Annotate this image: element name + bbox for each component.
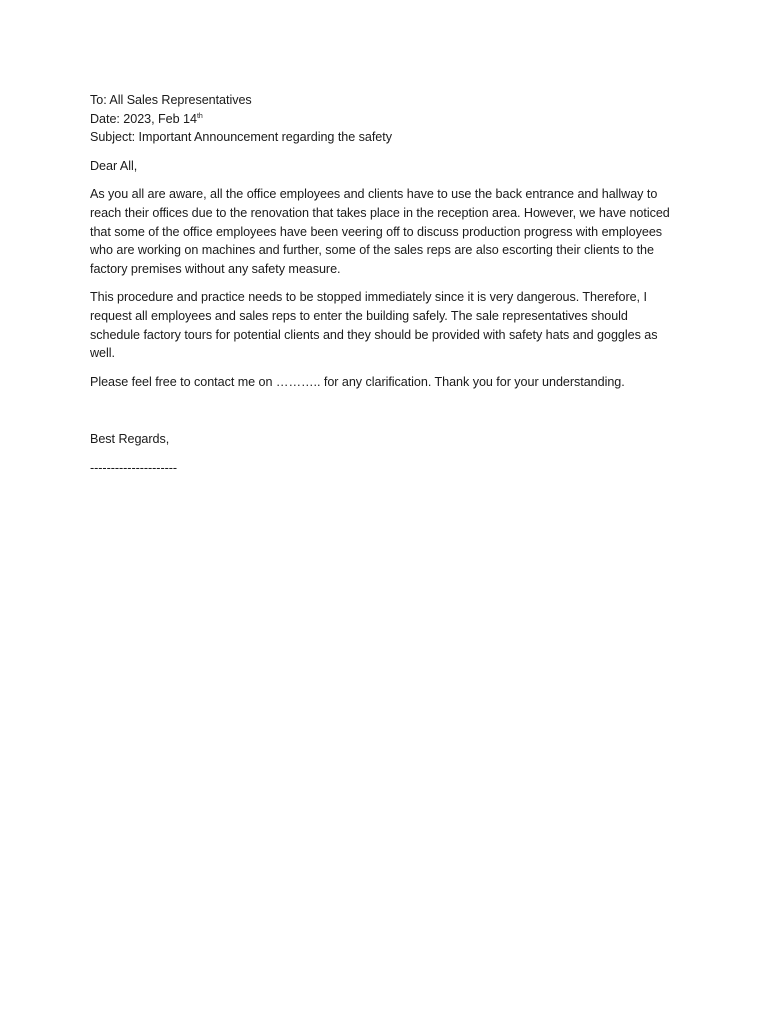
signature-line: --------------------- [90,460,178,475]
subject-line: Subject: Important Announcement regarding the safety [90,130,392,145]
paragraph-contact: Please feel free to contact me on ……….. for any clarification. Thank you for your understanding. [90,374,625,389]
to-line: To: All Sales Representatives [90,93,252,107]
date-ordinal-suffix: th [196,112,203,120]
letter [90,91,672,478]
paragraph-safety-request: This procedure and practice needs to be stopped immediately since it is very dangerous. Therefore, I request all employees and sales reps to enter the building safely. The sale representatives should schedule factory tours for potential clients and they should be provided with safety hats and goggles as well. [90,290,658,361]
date-line [90,110,672,129]
greeting: Dear All, [90,158,138,173]
paragraph-renovation-notice: As you all are aware, all the office employees and clients have to use the back entrance and hallway to reach their offices due to the renovation that takes place in the reception area. However, we have noticed that some of the office employees have been veering off to discuss production progress with employees who are working on machines and further, some of the sales reps are also escorting their clients to the factory premises without any safety measure. [90,187,670,276]
closing: Best Regards, [90,432,170,447]
date-text: Date: 2023, Feb 14 [90,111,197,126]
